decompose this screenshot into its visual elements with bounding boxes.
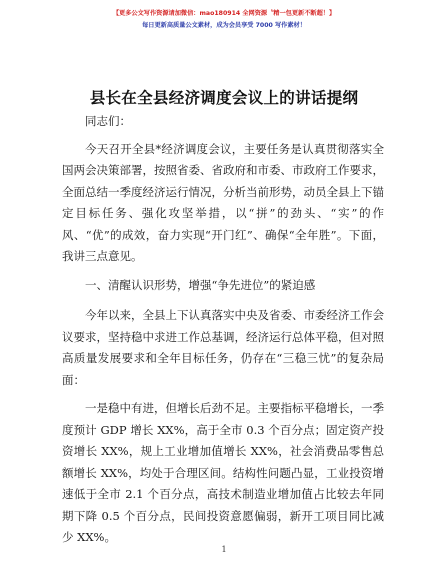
promo-banner xyxy=(0,8,448,32)
section-heading-1: 一、清醒认识形势，增强“争先进位”的紧迫感 xyxy=(85,277,316,292)
paragraph-point-1: 一是稳中有进，但增长后劲不足。主要指标平稳增长，一季度预计 GDP 增长 XX%，高于全市 0.3 个百分点；固定资产投资增长 XX%，规上工业增加值增长 XX%，社会消费品零售总额增长 XX%，均处于合理区间。结构性问题凸显，工业投资增速低于全市 2.1 个百分点，高技术制造业增加值占比较去年同期下降 0.5 个百分点，民间投资意愿偏弱，新开工项目同比减少 XX%。 xyxy=(62,401,384,544)
promo-banner-line-1: 【更多公文写作资源请加微信：mao180914 全网资源〝精一包更新不断超！】 xyxy=(112,10,336,17)
paragraph-intro: 今天召开全县*经济调度会议，主要任务是认真贯彻落实全国两会决策部署，按照省委、省政府和市委、市政府工作要求，全面总结一季度经济运行情况，分析当前形势，动员全县上下锚定目标任务、强化攻坚举措，以“拼”的劲头、“实”的作风、“优”的成效，奋力实现“开门红”、确保“全年胜”。下面，我讲三点意见。 xyxy=(62,141,384,263)
promo-banner-line-2: 每日更新高质量公文素材，成为会员享受 7000 写作素材！ xyxy=(142,22,306,29)
paragraph-situation: 今年以来，全县上下认真落实中央及省委、市委经济工作会议要求，坚持稳中求进工作总基调，经济运行总体平稳，但对照高质量发展要求和全年目标任务，仍存在“三稳三忧”的复杂局面： xyxy=(62,308,384,387)
page-number: 1 xyxy=(221,545,227,554)
document-body xyxy=(62,111,384,556)
document-title: 县长在全县经济调度会议上的讲话提纲 xyxy=(89,89,359,107)
salutation: 同志们： xyxy=(85,114,131,128)
